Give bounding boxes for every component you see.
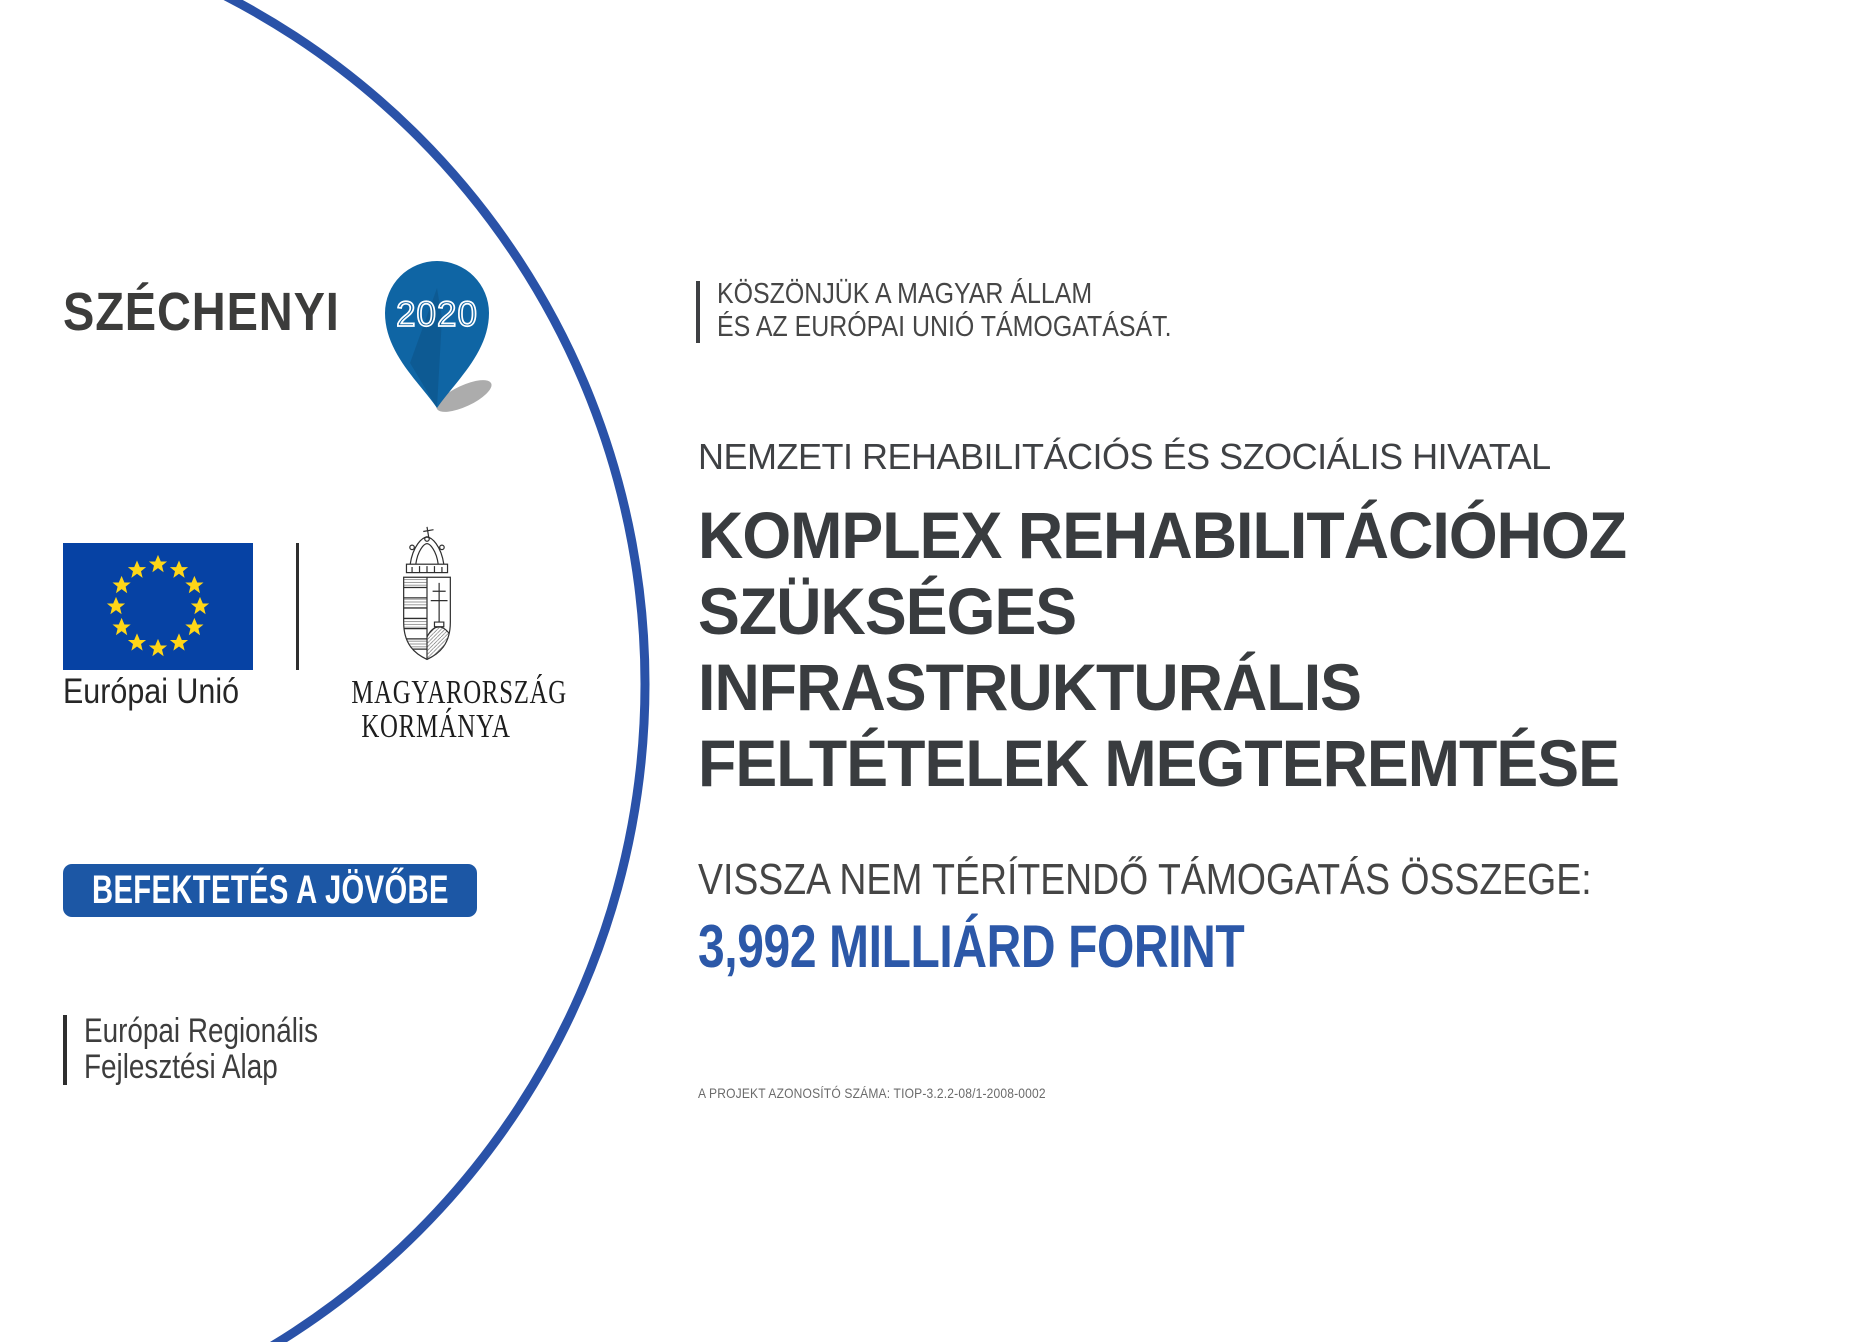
government-line2: KORMÁNYA xyxy=(361,708,511,745)
government-line1: MAGYARORSZÁG xyxy=(351,674,567,711)
eu-flag xyxy=(63,543,253,670)
szechenyi-wordmark: SZÉCHENYI xyxy=(63,282,340,342)
investment-badge xyxy=(63,864,477,917)
hungary-coat-of-arms-icon xyxy=(385,520,469,670)
thanks-line2: ÉS AZ EURÓPAI UNIÓ TÁMOGATÁSÁT. xyxy=(717,311,1172,343)
eu-flag-label: Európai Unió xyxy=(63,672,240,711)
location-pin-icon xyxy=(372,258,512,413)
project-title-line4: FELTÉTELEK MEGTEREMTÉSE xyxy=(698,726,1620,800)
grant-amount: 3,992 MILLIÁRD FORINT xyxy=(698,913,1245,980)
grant-label: VISSZA NEM TÉRÍTENDŐ TÁMOGATÁS ÖSSZEGE: xyxy=(698,855,1592,904)
pin-year-label: 2020 xyxy=(396,295,478,334)
thanks-accent-bar xyxy=(696,281,700,343)
thanks-line1: KÖSZÖNJÜK A MAGYAR ÁLLAM xyxy=(717,278,1093,310)
fund-accent-bar xyxy=(63,1015,67,1085)
fund-line2: Fejlesztési Alap xyxy=(84,1048,278,1086)
investment-badge-label: BEFEKTETÉS A JÖVŐBE xyxy=(91,868,449,912)
fund-line1: Európai Regionális xyxy=(84,1012,319,1050)
project-title-line1: KOMPLEX REHABILITÁCIÓHOZ xyxy=(698,498,1627,572)
logo-divider xyxy=(296,543,299,670)
organization-name: NEMZETI REHABILITÁCIÓS ÉS SZOCIÁLIS HIVATAL xyxy=(698,436,1551,477)
thanks-note xyxy=(717,278,1172,344)
project-id: A PROJEKT AZONOSÍTÓ SZÁMA: TIOP-3.2.2-08/1-2008-0002 xyxy=(698,1085,1046,1101)
project-title-line3: INFRASTRUKTURÁLIS xyxy=(698,650,1362,724)
project-title-line2: SZÜKSÉGES xyxy=(698,574,1077,648)
project-title xyxy=(698,497,1626,801)
fund-name xyxy=(84,1013,318,1085)
government-logo-text xyxy=(351,674,567,745)
